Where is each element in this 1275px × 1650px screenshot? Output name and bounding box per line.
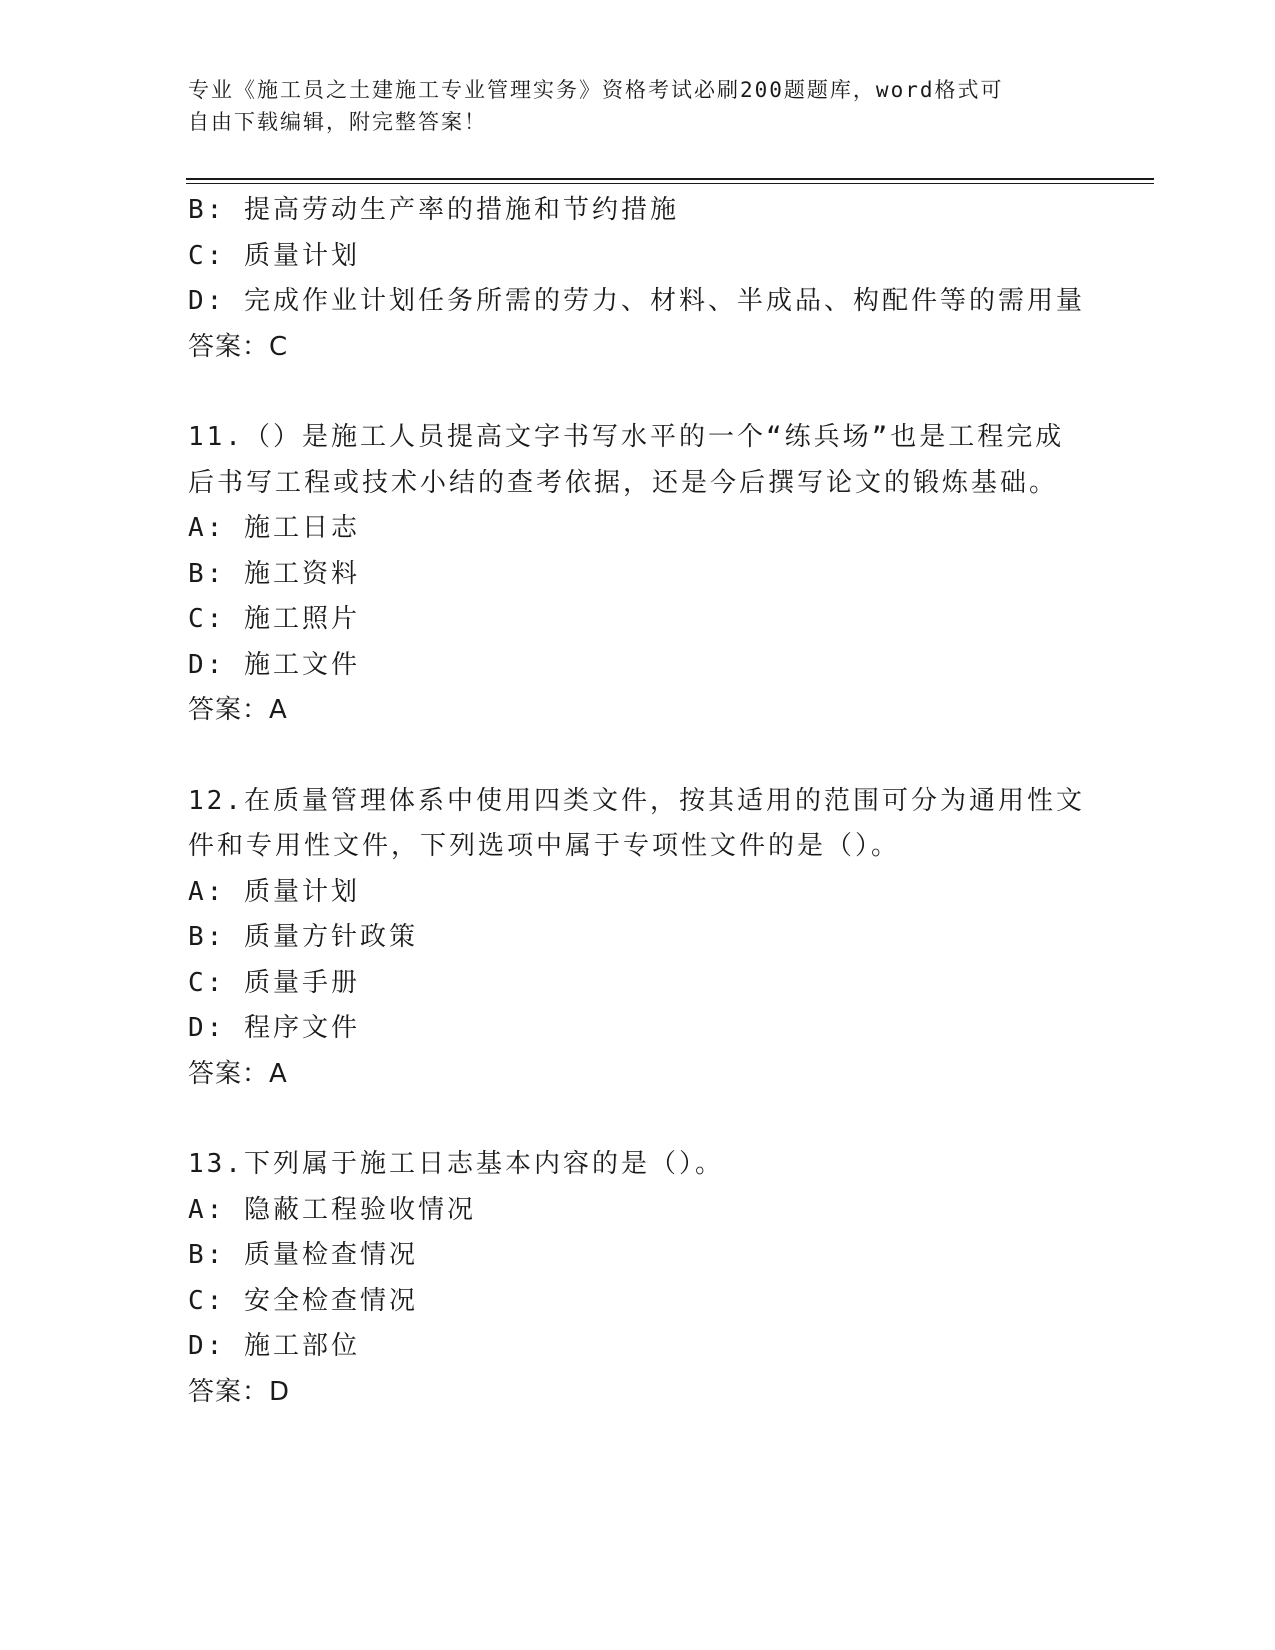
option-d: D: 施工部位 (188, 1331, 360, 1361)
answer: 答案：A (188, 1058, 288, 1089)
option-c: C: 施工照片 (188, 604, 360, 634)
answer: 答案：D (188, 1376, 291, 1407)
option-b: B: 施工资料 (188, 558, 360, 589)
option-a: A: 质量计划 (188, 876, 360, 907)
question-stem-line-1: 11.（）是施工人员提高文字书写水平的一个“练兵场”也是工程完成 (188, 422, 1065, 452)
question-stem-line-2: 件和专用性文件，下列选项中属于专项性文件的是（）。 (188, 831, 901, 861)
option-d: D: 程序文件 (188, 1013, 360, 1043)
question-10-tail (188, 188, 1088, 370)
option-a: A: 隐蔽工程验收情况 (188, 1194, 476, 1225)
question-stem-line-2: 后书写工程或技术小结的查考依据，还是今后撰写论文的锻炼基础。 (188, 467, 1059, 498)
question-13 (188, 1142, 1088, 1415)
header-title-line-1: 专业《施工员之土建施工专业管理实务》资格考试必刷200题题库，word格式可 (188, 78, 1004, 102)
question-list (188, 188, 1088, 1415)
option-b: B: 质量检查情况 (188, 1240, 418, 1270)
option-c: C: 质量计划 (188, 240, 360, 271)
option-b: B: 质量方针政策 (188, 922, 418, 952)
option-b: B: 提高劳动生产率的措施和节约措施 (188, 195, 679, 225)
option-c: C: 质量手册 (188, 967, 360, 998)
document-header (188, 74, 1068, 138)
header-divider-thin (186, 183, 1154, 184)
question-11 (188, 415, 1088, 734)
option-a: A: 施工日志 (188, 513, 360, 543)
header-title-line-2: 自由下载编辑，附完整答案！ (188, 110, 487, 134)
question-stem-line-1: 12.在质量管理体系中使用四类文件，按其适用的范围可分为通用性文 (188, 785, 1085, 816)
header-divider-thick (186, 178, 1154, 180)
option-d: D: 完成作业计划任务所需的劳力、材料、半成品、构配件等的需用量 (188, 286, 1085, 316)
question-12 (188, 779, 1088, 1098)
answer: 答案：A (188, 695, 288, 725)
answer: 答案：C (188, 331, 289, 362)
question-stem-line-1: 13.下列属于施工日志基本内容的是（）。 (188, 1149, 724, 1179)
option-c: C: 安全检查情况 (188, 1285, 418, 1316)
option-d: D: 施工文件 (188, 649, 360, 680)
